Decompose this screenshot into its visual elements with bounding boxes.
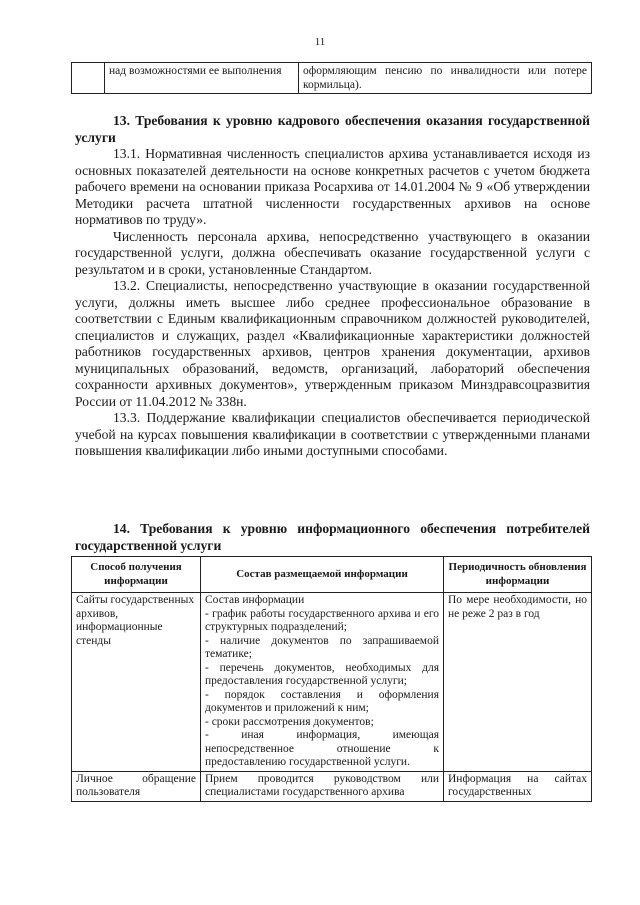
list-item: - иная информация, имеющая непосредственное отношение к предоставлению государственной услуги. [205, 729, 439, 768]
table-cell: над возможностями ее выполнения [105, 63, 299, 94]
table-cell: Прием проводится руководством или специалистами государственного архива [201, 771, 444, 801]
paragraph: 13.1. Нормативная численность специалистов архива устанавливается исходя из основных показателей деятельности на основе конкретных расчетов с учетом бюджета рабочего времени на основании приказа Росархива от 14.01.2004 № 9 «Об утверждении Методики расчета штатной численности государственных архивов на основе нормативов по труду». [75, 146, 590, 227]
table-cell: оформляющим пенсию по инвалидности или потере кормильца). [299, 63, 592, 94]
list-item: - наличие документов по запрашиваемой тематике; [205, 634, 439, 660]
table-row [72, 593, 592, 772]
paragraph: Численность персонала архива, непосредственно участвующего в оказании государственной услуги, должна обеспечивать оказание государственной услуги с результатом и в сроки, установленные Стандартом. [75, 228, 590, 277]
table-header-row [72, 557, 592, 593]
info-table [71, 556, 592, 802]
section-13 [75, 113, 590, 460]
paragraph: 13.3. Поддержание квалификации специалистов обеспечивается периодической учебой на курсах повышения квалификации в соответствии с утвержденными планами повышения квалификации либо иными доступными способами. [75, 410, 590, 458]
composition-title: Состав информации [205, 594, 305, 606]
continuation-table [71, 62, 592, 94]
list-item: - сроки рассмотрения документов; [205, 715, 374, 728]
table-cell: Информация на сайтах государственных [444, 771, 592, 801]
paragraph: 13.2. Специалисты, непосредственно участвующие в оказании государственной услуги, должны иметь высшее либо среднее профессиональное образование в соответствии с Единым квалификационным справочником должностей руководителей, специалистов и служащих, раздел «Квалификационные характеристики должностей работников государственных архивов, центров хранения документации, архивов муниципальных образований, ведомств, организаций, лабораторий обеспечения сохранности архивных документов», утвержденным приказом Минздравсоцразвития России от 11.04.2012 № 338н. [75, 278, 590, 409]
table-row [72, 63, 592, 94]
table-cell: Сайты государственных архивов, информационные стенды [72, 593, 201, 772]
list-item: - перечень документов, необходимых для предоставления государственной услуги; [205, 661, 439, 687]
column-header: Периодичность обновления информации [444, 557, 592, 593]
section-14-heading: 14. Требования к уровню информационного обеспечения потребителей государственной услуги [75, 521, 590, 553]
table-cell: По мере необходимости, но не реже 2 раз в год [444, 593, 592, 772]
table-cell: Личное обращение пользователя [72, 771, 201, 801]
list-item: - график работы государственного архива и его структурных подразделений; [205, 607, 439, 633]
page-number: 11 [314, 36, 326, 48]
section-14 [75, 521, 590, 554]
table-cell [72, 63, 105, 94]
table-cell [201, 593, 444, 772]
column-header: Состав размещаемой информации [201, 557, 444, 593]
column-header: Способ получения информации [72, 557, 201, 593]
table-row [72, 771, 592, 801]
section-13-heading: 13. Требования к уровню кадрового обеспечения оказания государственной услуги [75, 113, 590, 145]
list-item: - порядок составления и оформления документов и приложений к ним; [205, 688, 439, 714]
